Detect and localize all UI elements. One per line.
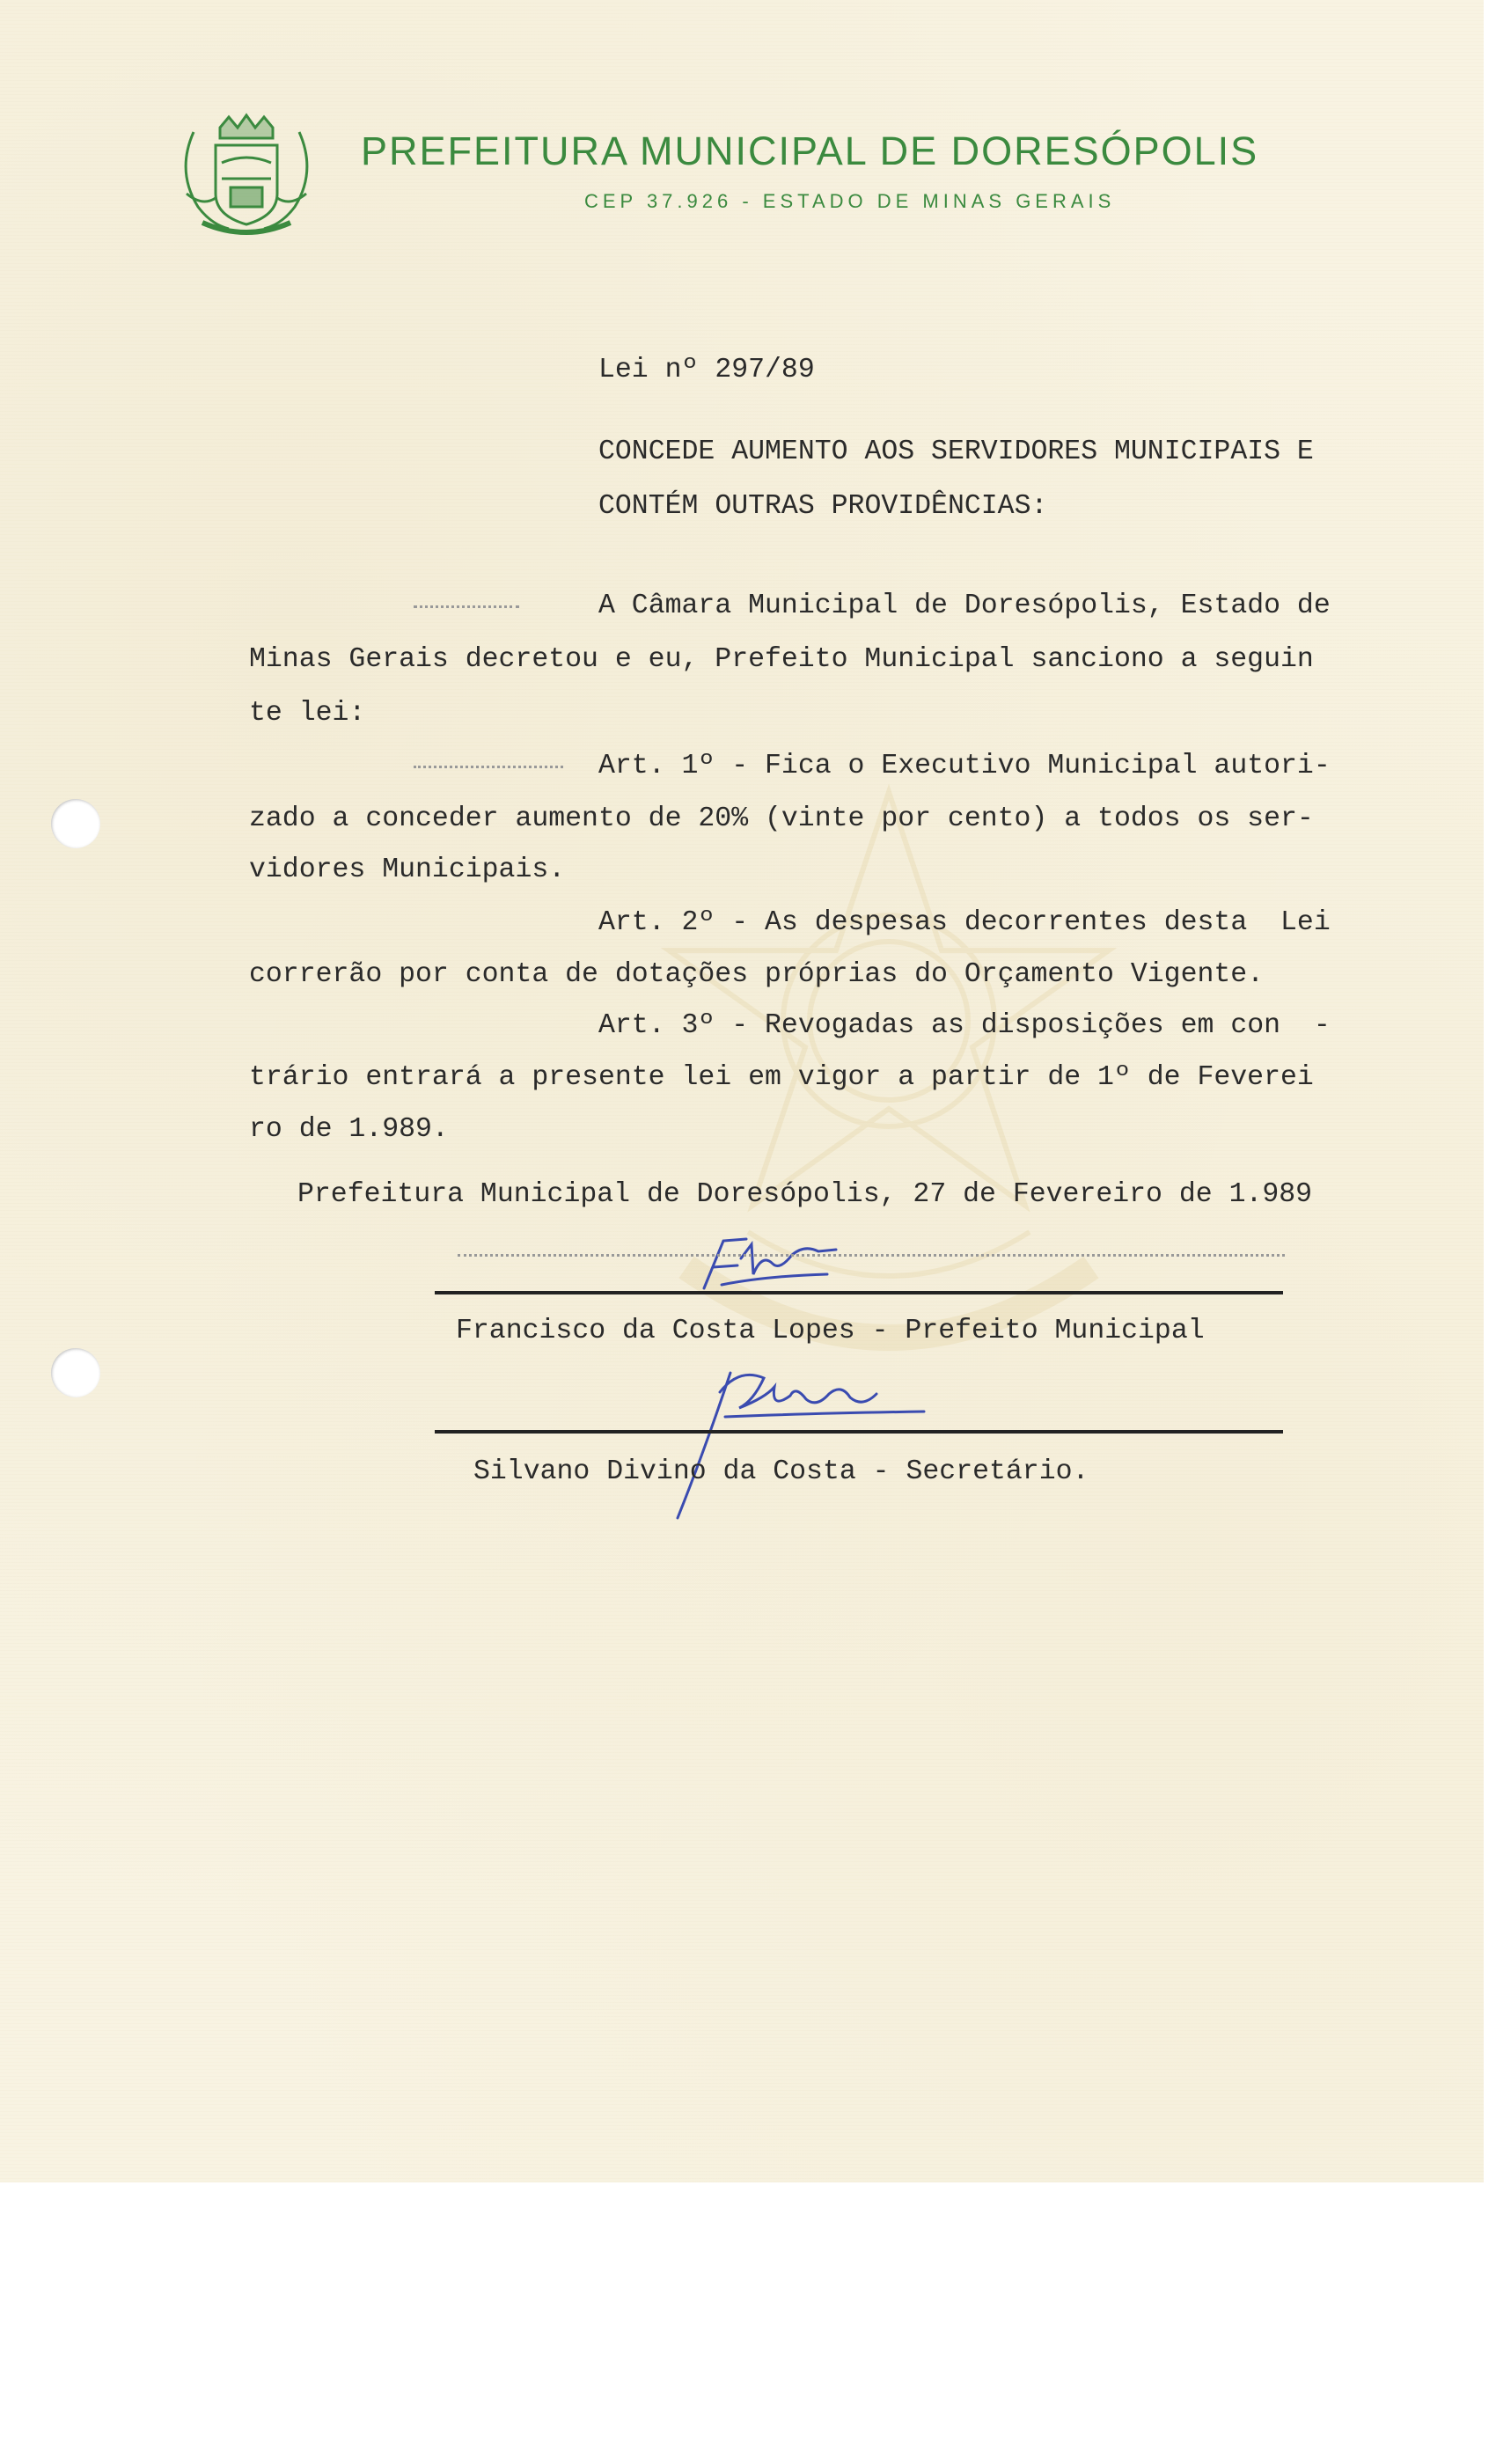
signature-rule <box>435 1430 1283 1434</box>
article-1-line: vidores Municipais. <box>249 854 566 885</box>
article-1-line: zado a conceder aumento de 20% (vinte por cento) a todos os ser- <box>249 803 1314 834</box>
punch-hole-bottom <box>51 1348 100 1397</box>
article-3-line: Art. 3º - Revogadas as disposições em con - <box>598 1010 1331 1041</box>
body-line: te lei: <box>249 698 366 729</box>
signature-rule <box>435 1291 1283 1294</box>
body-line: A Câmara Municipal de Doresópolis, Estado de <box>598 590 1331 621</box>
coat-of-arms-icon <box>167 110 326 242</box>
article-2-line: Art. 2º - As despesas decorrentes desta Lei <box>598 907 1331 938</box>
article-1-line: Art. 1º - Fica o Executivo Municipal autori- <box>598 751 1331 781</box>
letterhead-subtitle: CEP 37.926 - ESTADO DE MINAS GERAIS <box>584 190 1116 212</box>
date-line: Prefeitura Municipal de Doresópolis, 27 de Fevereiro de 1.989 <box>297 1179 1313 1210</box>
law-heading-line: CONCEDE AUMENTO AOS SERVIDORES MUNICIPAIS E <box>598 436 1314 467</box>
article-2-line: correrão por conta de dotações próprias do Orçamento Vigente. <box>249 959 1265 990</box>
signature-dotted-line <box>458 1254 1285 1257</box>
article-3-line: ro de 1.989. <box>249 1114 449 1145</box>
secretary-signature-icon <box>669 1355 933 1522</box>
letterhead-title: PREFEITURA MUNICIPAL DE DORESÓPOLIS <box>361 128 1259 173</box>
law-heading-line: CONTÉM OUTRAS PROVIDÊNCIAS: <box>598 491 1048 522</box>
punch-hole-top <box>51 799 100 848</box>
secretary-name-line: Silvano Divino da Costa - Secretário. <box>473 1456 1089 1487</box>
law-number: Lei nº 297/89 <box>598 355 815 385</box>
article-3-line: trário entrará a presente lei em vigor a partir de 1º de Feverei <box>249 1062 1314 1093</box>
mayor-name-line: Francisco da Costa Lopes - Prefeito Municipal <box>456 1316 1205 1346</box>
mayor-signature-icon <box>695 1232 845 1294</box>
dotted-guide <box>414 605 519 608</box>
dotted-guide <box>414 766 563 768</box>
body-line: Minas Gerais decretou e eu, Prefeito Municipal sanciono a seguin <box>249 644 1314 675</box>
